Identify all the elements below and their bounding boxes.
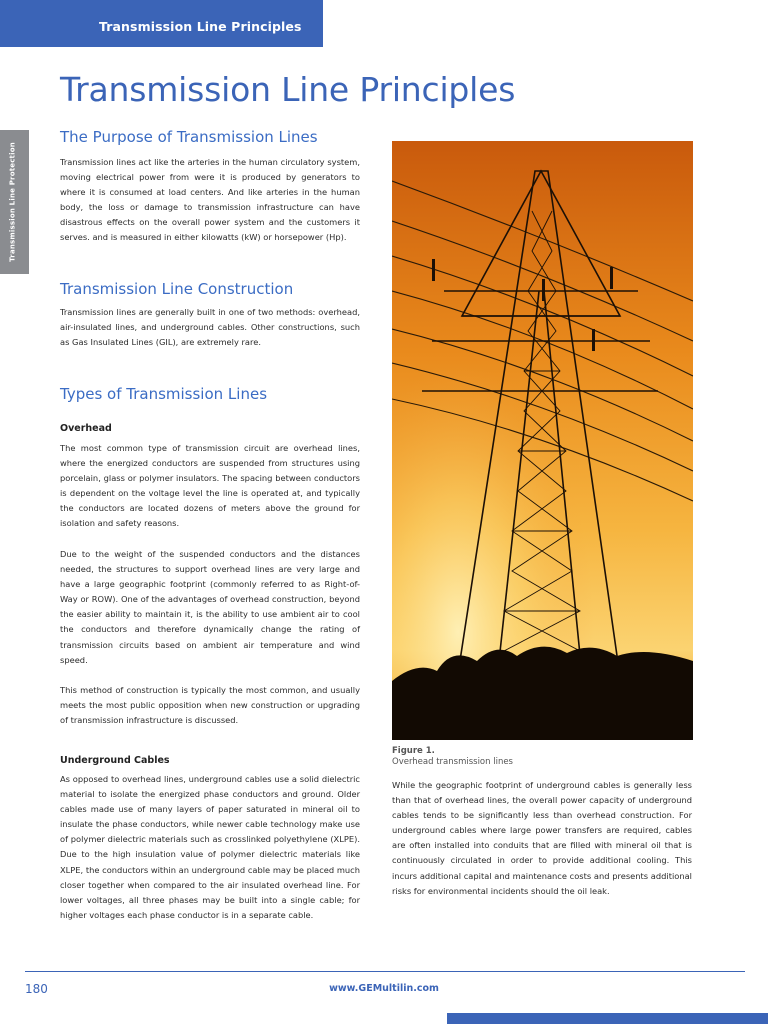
- subheading-underground: Underground Cables: [60, 755, 170, 766]
- side-tab-label: Transmission Line Protection: [8, 142, 17, 262]
- section-heading-purpose: The Purpose of Transmission Lines: [60, 128, 318, 146]
- paragraph-underground-1: As opposed to overhead lines, underground cables use a solid dielectric material to isolate the energized phase conductors and ground. Older cables made use of many layers of paper saturated in mineral oil to insulate the phase conductors, while newer cable technology make use of polymer dielectric materials such as crosslinked polyethylene (XLPE). Due to the high insulation value of polymer dielectric materials like XLPE, the conductors within an underground cable may be placed much closer together when compared to the air insulated overhead line. For lower voltages, all three phases may be built into a single cable; for higher voltages each phase conductor is in a separate cable.: [60, 774, 360, 920]
- section-heading-construction: Transmission Line Construction: [60, 280, 294, 298]
- footer-accent-bar: [447, 1013, 768, 1024]
- paragraph-overhead-2: Due to the weight of the suspended conductors and the distances needed, the structures to support overhead lines are very large and have a large geographic footprint (commonly referred to as Right-of-Way or ROW). One of the advantages of overhead construction, beyond the easier ability to maintain it, is the ability to use ambient air to cool the conductors and therefore dynamically change the rating of transmission circuits based on ambient air temperature and wind speed.: [60, 549, 360, 665]
- paragraph-overhead-1: The most common type of transmission circuit are overhead lines, where the energized conductors are suspended from structures using porcelain, glass or polymer insulators. The spacing between conductors is dependent on the voltage level the line is operated at, and typically the conductors are located dozens of meters above the ground for isolation and safety reasons.: [60, 443, 360, 529]
- page-number: 180: [25, 982, 48, 996]
- header-tab-label: Transmission Line Principles: [99, 19, 302, 34]
- transmission-tower-photo: [392, 141, 693, 740]
- paragraph-purpose: Transmission lines act like the arteries in the human circulatory system, moving electrical power from were it is produced by generators to where it is consumed at load centers. And like arteries in the human body, the loss or damage to transmission infrastructure can have disastrous effects on the overall power system and the customers it serves. and is measured in either kilowatts (kW) or horsepower (Hp).: [60, 157, 360, 243]
- footer-divider: [25, 971, 745, 972]
- footer-url: www.GEMultilin.com: [329, 983, 439, 994]
- paragraph-underground-2: While the geographic footprint of underground cables is generally less than that of overhead lines, the overall power capacity of underground cables tends to be significantly less than overhead construction. For underground cables where large power transfers are required, cables are often installed into conduits that are filled with mineral oil that is continuously circulated in order to provide additional cooling. This incurs additional capital and maintenance costs and presents additional risks for environmental incidents should the oil leak.: [392, 780, 692, 896]
- section-heading-types: Types of Transmission Lines: [60, 385, 268, 403]
- subheading-overhead: Overhead: [60, 423, 112, 434]
- figure-caption: Overhead transmission lines: [392, 757, 513, 767]
- figure-label: Figure 1.: [392, 746, 435, 756]
- paragraph-construction: Transmission lines are generally built in one of two methods: overhead, air-insulated lines, and underground cables. Other constructions, such as Gas Insulated Lines (GIL), are extremely rare.: [60, 307, 360, 348]
- side-tab: [0, 130, 29, 274]
- header-tab: [0, 0, 323, 47]
- page-title: Transmission Line Principles: [60, 70, 516, 109]
- paragraph-overhead-3: This method of construction is typically the most common, and usually meets the most public opposition when new construction or upgrading of transmission infrastructure is discussed.: [60, 685, 360, 726]
